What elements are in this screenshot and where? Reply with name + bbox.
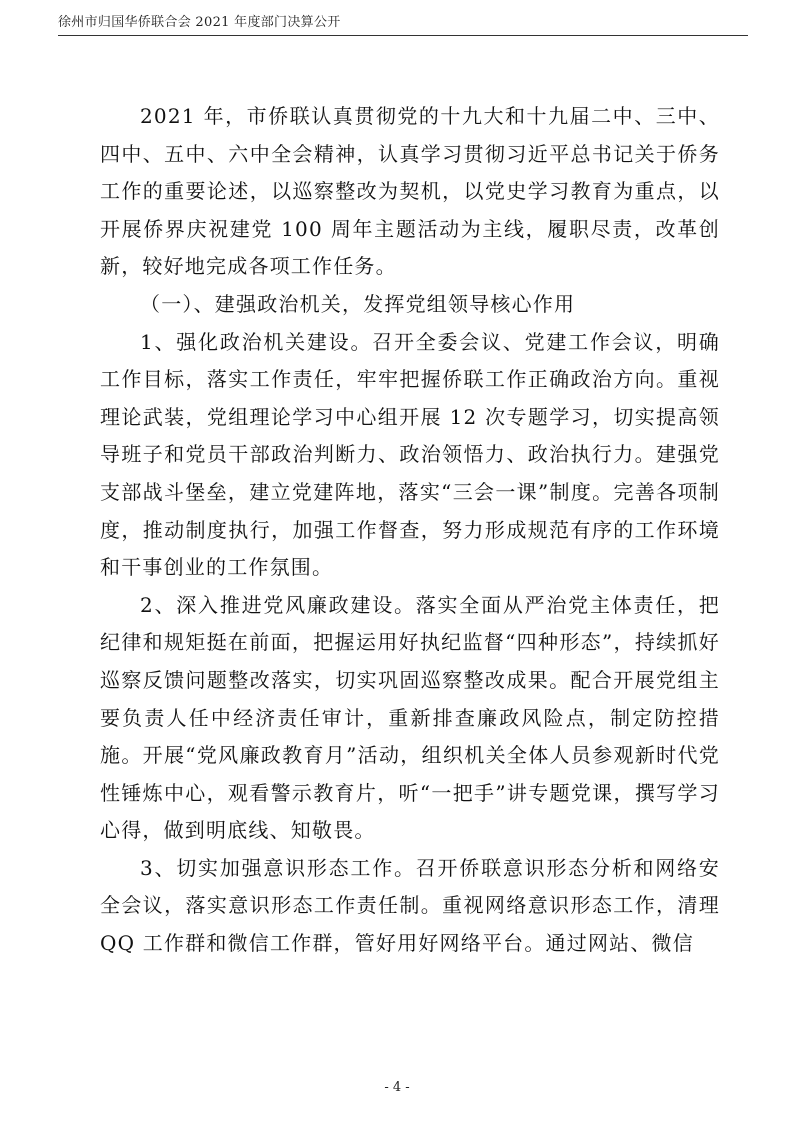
page-header [58,11,748,36]
item-paragraph-3: 3、切实加强意识形态工作。召开侨联意识形态分析和网络安全会议，落实意识形态工作责任制。重视网络意识形态工作，清理 QQ 工作群和微信工作群，管好用好网络平台。通过网站、微信 [100,855,720,956]
item-paragraph-1: 1、强化政治机关建设。召开全委会议、党建工作会议，明确工作目标，落实工作责任，牢牢把握侨联工作正确政治方向。重视理论武装，党组理论学习中心组开展 12 次专题学习，切实提高领导班子和党员干部政治判断力、政治领悟力、政治执行力。建强党支部战斗堡垒，建立党建阵地，落实“三会一课”制度。完善各项制度，推动制度执行，加强工作督查，努力形成规范有序的工作环境和干事创业的工作氛围。 [100,329,720,580]
page-number: - 4 - [384,1080,410,1095]
item-paragraph-2: 2、深入推进党风廉政建设。落实全面从严治党主体责任，把纪律和规矩挺在前面，把握运用好执纪监督“四种形态”，持续抓好巡察反馈问题整改落实，切实巩固巡察整改成果。配合开展党组主要负责人任中经济责任审计，重新排查廉政风险点，制定防控措施。开展“党风廉政教育月”活动，组织机关全体人员参观新时代党性锤炼中心，观看警示教育片，听“一把手”讲专题党课，撰写学习心得，做到明底线、知敬畏。 [100,592,720,843]
document-body [100,98,720,963]
document-title: 徐州市归国华侨联合会 2021 年度部门决算公开 [58,15,341,30]
intro-paragraph: 2021 年，市侨联认真贯彻党的十九大和十九届二中、三中、四中、五中、六中全会精神，认真学习贯彻习近平总书记关于侨务工作的重要论述，以巡察整改为契机，以党史学习教育为重点，以开展侨界庆祝建党 100 周年主题活动为主线，履职尽责，改革创新，较好地完成各项工作任务。 [100,104,720,279]
section-heading: （一）、建强政治机关，发挥党组领导核心作用 [140,291,576,316]
